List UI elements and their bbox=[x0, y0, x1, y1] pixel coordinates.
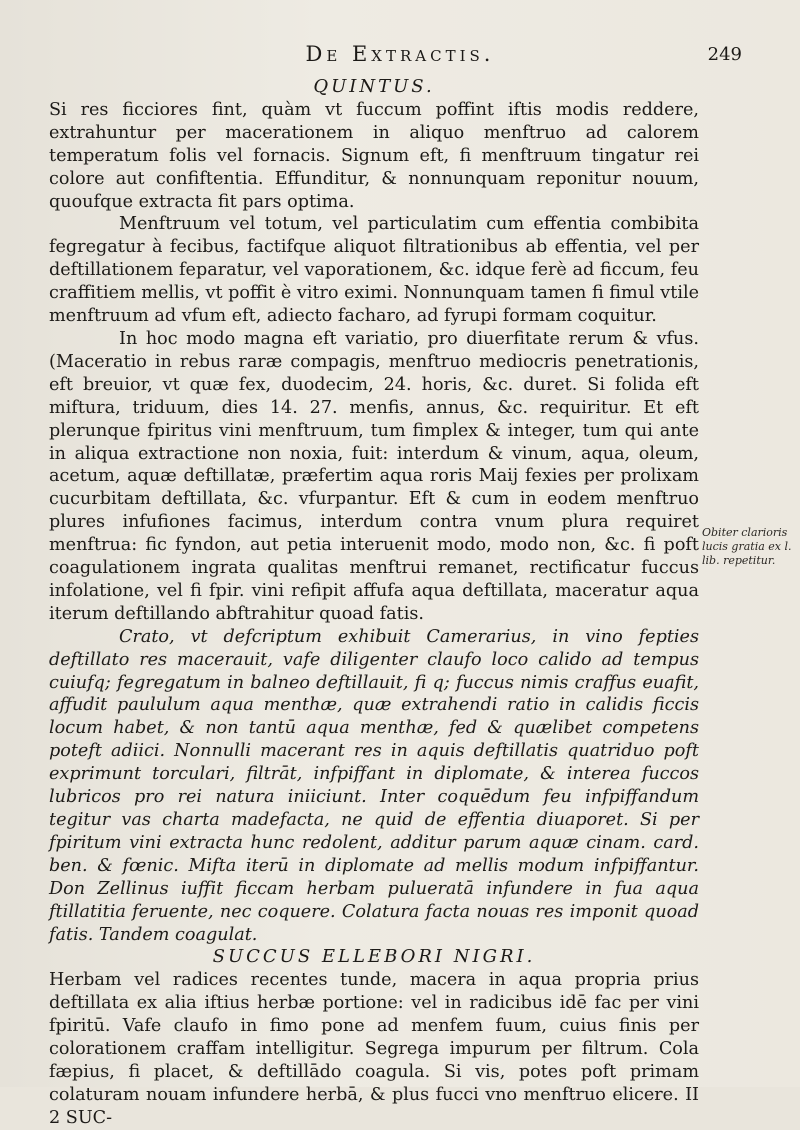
paragraph-5: Herbam vel radices recentes tunde, macera in aqua propria prius deftillata ex alia iftius herbæ portione: vel in radicibus idē fac per vini fpiritū. Vafe claufo in fimo pone ad menfem fuum, cuius finis per colorationem craffam intelligitur. Segrega impurum per filtrum. Cola fæpius, fi placet, & deftillādo coagula. Si vis, potes poft primam colaturam nouam infundere herbā, & plus fucci vno menftruo elicere. II 2 SUC- bbox=[49, 970, 699, 1128]
paragraph-4: Crato, vt defcriptum exhibuit Camerarius, in vino fepties deftillato res macerauit, vafe diligenter claufo loco calido ad tempus cuiufq; fegregatum in balneo deftillauit, fi q; fuccus nimis craffus euafit, affudit paululum aqua menthæ, quæ extrahendi ratio in calidis ficcis locum habet, & non tantū aqua menthæ, fed & quælibet competens poteft adiici. Nonnulli macerant res in aquis deftillatis quatriduo poft exprimunt torculari, filtrāt, infpiffant in diplomate, & interea fuccos lubricos pro rei natura iniiciunt. Inter coquēdum feu infpiffandum tegitur vas charta madefacta, ne quid de effentia diuaporet. Si per fpiritum vini extracta hunc redolent, additur parum aquæ cinam. card. ben. & fœnic. Mifta iterū in diplomate ad mellis modum infpiffantur. Don Zellinus iuffit ficcam herbam pulueratā infundere in fua aqua ftillatitia feruente, nec coquere. Colatura facta nouas res imponit quoad fatis. Tandem coagulat. bbox=[49, 626, 699, 945]
main-text bbox=[49, 76, 699, 1130]
section-heading-succus: SUCCUS ELLEBORI NIGRI. bbox=[212, 946, 536, 968]
running-title: De Extractis. bbox=[305, 42, 495, 66]
marginal-note: Obiter clarioris lucis gratia ex l. lib. repetitur. bbox=[702, 526, 792, 567]
paragraph-1: Si res ficciores fint, quàm vt fuccum poffint iftis modis reddere, extrahuntur per macerationem in aliquo menftruo ad calorem temperatum folis vel fornacis. Signum eft, fi menftruum tingatur rei colore aut confiftentia. Effunditur, & nonnunquam reponitur nouum, quoufque extracta fit pars optima. bbox=[49, 99, 699, 212]
page-header bbox=[0, 40, 800, 70]
paragraph-2: Menftruum vel totum, vel particulatim cum effentia combibita fegregatur à fecibus, factifque aliquot filtrationibus ab effentia, vel per deftillationem feparatur, vel vaporationem, &c. idque ferè ad ficcum, feu craffitiem mellis, vt poffit è vitro eximi. Nonnunquam tamen fi fimul vtile menftruum ad vfum eft, adiecto facharo, ad fyrupi formam coquitur. bbox=[49, 214, 699, 327]
section-heading-quintus: QUINTUS. bbox=[313, 76, 435, 97]
page-number: 249 bbox=[707, 44, 742, 65]
paragraph-3: In hoc modo magna eft variatio, pro diuerfitate rerum & vfus. (Maceratio in rebus raræ compagis, menftruo mediocris penetrationis, eft breuior, vt quæ fex, duodecim, 24. horis, &c. duret. Si folida eft miftura, triduum, dies 14. 27. menfis, annus, &c. requiritur. Et eft plerunque fpiritus vini menftruum, tum fimplex & integer, tum qui ante in aliqua extractione non noxia, fuit: interdum & vinum, aqua, oleum, acetum, aquæ deftillatæ, præfertim aqua roris Maij fexies per prolixam cucurbitam deftillata, &c. vfurpantur. Eft & cum in eodem menftruo plures infufiones facimus, interdum contra vnum plura requiret menftrua: fic fyndon, aut petia interuenit modo, modo non, &c. fi poft coagulationem ingrata qualitas menftrui remanet, rectificatur fuccus infolatione, vel fi fpir. vini refipit affufa aqua deftillata, maceratur aqua iterum deftillando abftrahitur quoad fatis. bbox=[49, 328, 699, 624]
